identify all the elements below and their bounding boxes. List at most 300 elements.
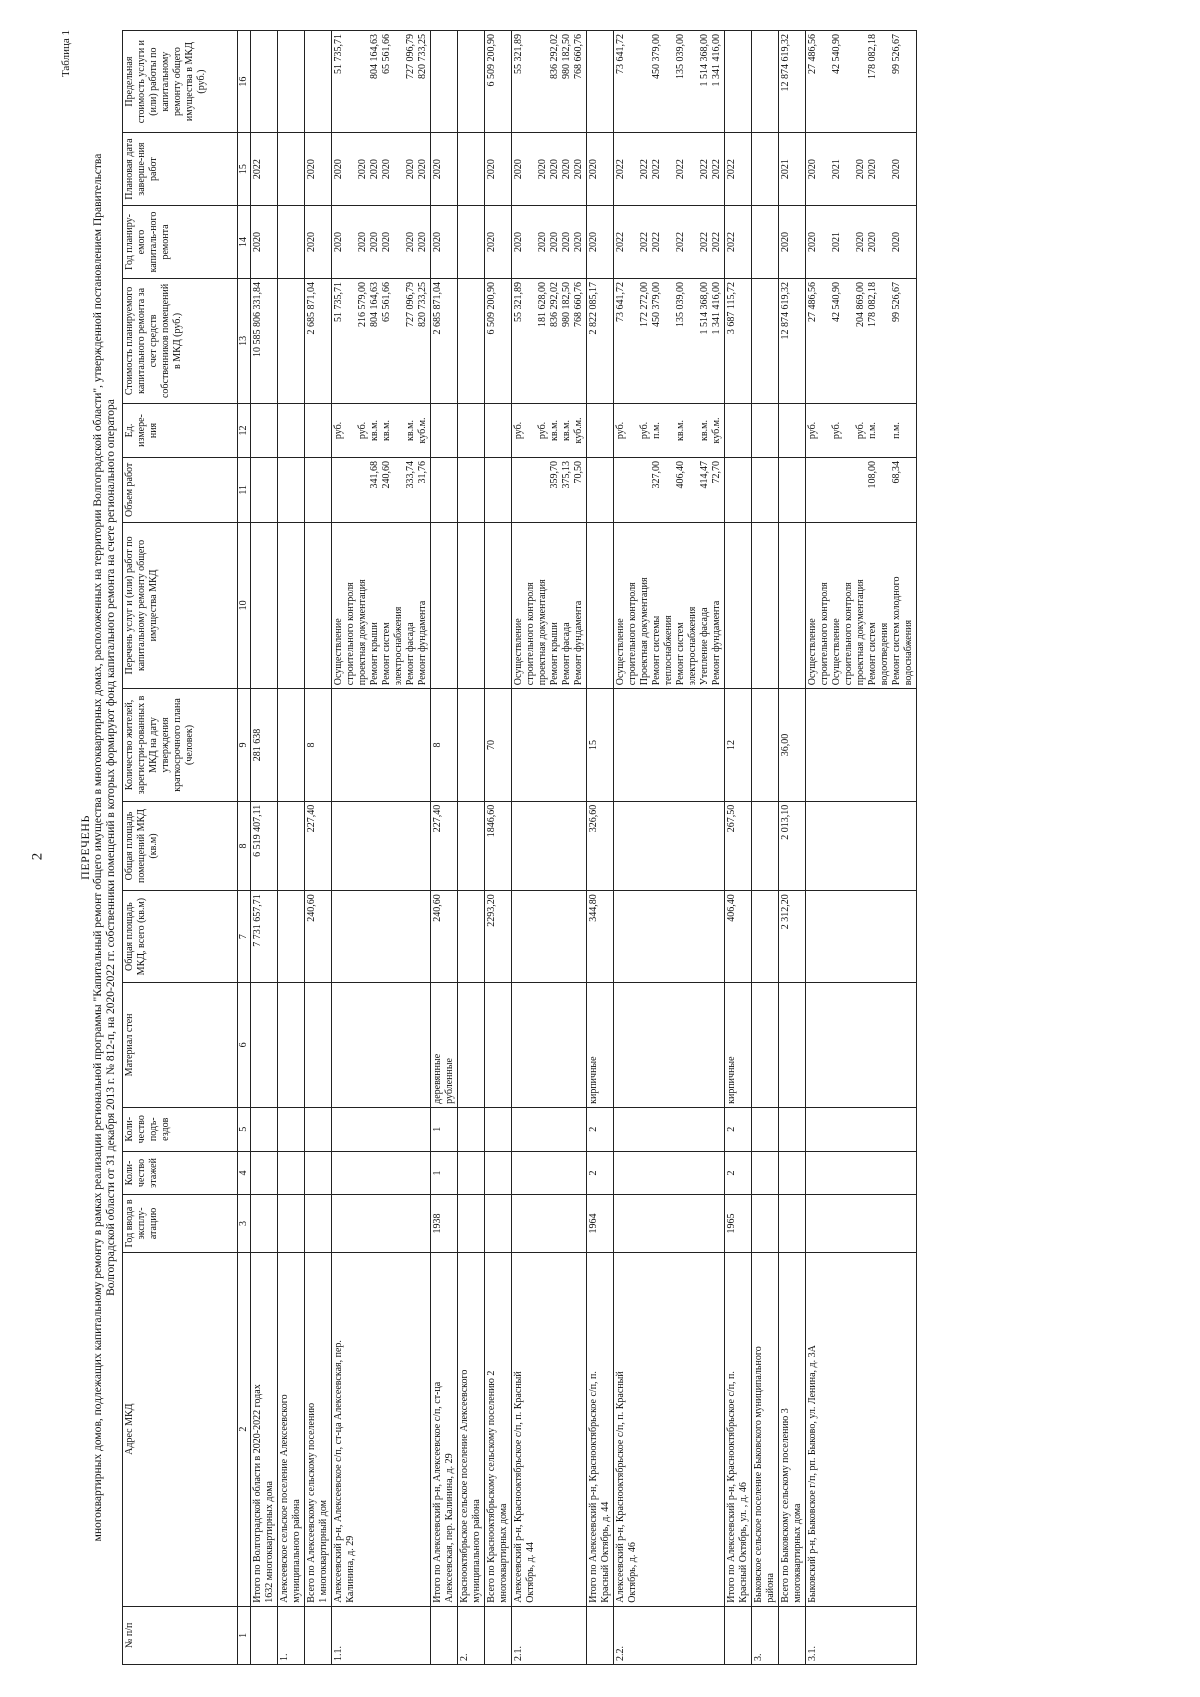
cell-line <box>615 692 627 797</box>
cell-line: 2020 <box>867 232 878 252</box>
cell-line: 1. <box>279 1653 290 1661</box>
table-cell-col-2 <box>752 1252 779 1606</box>
column-header-7: Общая площадь МКД, всего (кв.м) <box>123 891 238 983</box>
table-cell-col-11 <box>431 458 458 523</box>
cell-line: 2021 <box>780 159 791 180</box>
cell-line <box>486 461 498 519</box>
cell-line: 2020 <box>432 232 443 252</box>
cell-line: 2022 <box>726 232 737 252</box>
table-cell-col-9 <box>251 689 278 801</box>
cell-line <box>393 461 405 519</box>
cell-line: 2022 <box>699 159 710 180</box>
cell-line: 450 379,00 <box>651 281 662 327</box>
table-cell-col-10 <box>752 522 779 689</box>
cell-line: 2020 <box>855 232 866 252</box>
cell-line <box>780 526 792 686</box>
cell-line: Осуществление <box>513 618 524 686</box>
cell-line: 12 <box>726 739 737 750</box>
cell-line <box>333 894 345 979</box>
table-row <box>725 31 752 1665</box>
cell-line: 172 272,00 <box>639 281 650 327</box>
cell-line <box>306 526 318 686</box>
cell-line: 2.1. <box>513 1646 524 1661</box>
cell-line <box>843 34 855 129</box>
cell-line: 333,74 <box>405 461 416 489</box>
table-cell-col-1 <box>485 1606 512 1664</box>
column-number-2: 2 <box>238 1252 251 1606</box>
table-cell-col-13 <box>305 278 332 403</box>
cell-line: 240,60 <box>306 894 317 922</box>
table-row <box>305 31 332 1665</box>
cell-line: 27 486,56 <box>807 281 818 322</box>
cell-line <box>588 407 600 454</box>
cell-line <box>459 209 471 275</box>
table-cell-col-6 <box>806 982 917 1107</box>
table-cell-col-3 <box>251 1195 278 1252</box>
cell-line: Осуществление <box>807 618 818 686</box>
cell-line <box>615 1198 627 1248</box>
column-header-row <box>123 31 238 1665</box>
cell-line: 10 585 806 331,84 <box>252 281 263 357</box>
table-cell-col-10 <box>485 522 512 689</box>
table-cell-col-12 <box>485 403 512 457</box>
cell-line <box>726 34 738 129</box>
cell-line <box>513 1198 525 1248</box>
table-cell-col-1 <box>779 1606 806 1664</box>
cell-line <box>252 1198 264 1248</box>
cell-line: 1846,60 <box>486 804 497 838</box>
table-label: Таблица 1 <box>60 30 72 78</box>
cell-line: 27 486,56 <box>807 34 818 74</box>
cell-line: руб. <box>537 421 548 440</box>
column-number-10: 10 <box>238 522 251 689</box>
table-cell-col-9 <box>278 689 305 801</box>
cell-line: руб. <box>807 421 818 440</box>
cell-line <box>615 1155 627 1192</box>
cell-line: руб. <box>831 421 842 440</box>
cell-line: 1 <box>432 1126 443 1132</box>
cell-line: 55 321,89 <box>513 281 524 322</box>
table-cell-col-5 <box>587 1107 614 1151</box>
cell-line: 70 <box>486 739 497 750</box>
table-cell-col-15 <box>725 133 752 206</box>
table-cell-col-9 <box>725 689 752 801</box>
cell-line: кв.м. <box>381 420 392 441</box>
table-cell-col-13 <box>458 278 485 403</box>
cell-line <box>819 34 831 129</box>
cell-line <box>393 34 405 129</box>
cell-line: 2020 <box>513 232 524 252</box>
table-cell-col-11 <box>458 458 485 523</box>
cell-line: п.м. <box>891 422 902 439</box>
table-cell-col-16 <box>725 31 752 133</box>
cell-line: 1 341 416,00 <box>711 34 722 87</box>
table-cell-col-3 <box>512 1195 587 1252</box>
cell-line <box>306 986 318 1104</box>
cell-line <box>753 1198 765 1248</box>
cell-line <box>279 461 291 519</box>
table-cell-col-4 <box>614 1151 725 1195</box>
cell-line: Ремонт системы <box>651 615 662 686</box>
cell-line <box>279 136 291 202</box>
table-cell-col-7 <box>431 891 458 983</box>
document-subtitle-line-1: многоквартирных домов, подлежащих капитальному ремонту в рамках реализации региональной программы "Капитальный ремонт общего имущества в многоквартирных домах, расположенных на территории Волгоградской области", утвержденной постановлением Правительства <box>92 153 104 1542</box>
table-cell-col-10 <box>512 522 587 689</box>
cell-line: Алексеевский р-н, Краснооктябрьское с/п, п. Красный <box>615 1371 626 1603</box>
cell-line <box>345 282 357 400</box>
cell-line: 178 082,18 <box>867 281 878 327</box>
cell-line <box>615 894 627 979</box>
cell-line: 327,00 <box>651 461 662 489</box>
cell-line: 204 869,00 <box>855 281 866 327</box>
cell-line <box>279 282 291 400</box>
cell-line: 2020 <box>549 232 560 252</box>
cell-line: 2022 <box>615 232 626 252</box>
table-cell-col-7 <box>278 891 305 983</box>
cell-line: кв.м. <box>405 420 416 441</box>
table-cell-col-16 <box>485 31 512 133</box>
cell-line: 2 312,20 <box>780 894 791 930</box>
cell-line: Октябрь, д. 46 <box>627 1542 638 1603</box>
cell-line <box>537 461 549 519</box>
table-cell-col-11 <box>587 458 614 523</box>
cell-line: Итого по Алексеевский р-н, Алексеевское с/п, ст-ца <box>432 1381 443 1603</box>
cell-line <box>855 34 867 129</box>
cell-line <box>663 282 675 400</box>
cell-line <box>459 1198 471 1248</box>
cell-line: многоквартирных дома <box>498 1503 509 1603</box>
cell-line: Красный Октябрь, д. 44 <box>600 1501 611 1603</box>
cell-line: деревянные <box>432 1053 443 1104</box>
cell-line <box>879 282 891 400</box>
table-cell-col-4 <box>485 1151 512 1195</box>
cell-line: 3. <box>753 1653 764 1661</box>
cell-line <box>279 209 291 275</box>
cell-line: 1938 <box>432 1213 443 1234</box>
cell-line <box>615 805 627 888</box>
cell-line: Краснооктябрьское сельское поселение Алексеевского <box>459 1369 470 1603</box>
table-row <box>485 31 512 1665</box>
cell-line: 227,40 <box>306 804 317 833</box>
cell-line <box>525 34 537 129</box>
cell-line: кв.м. <box>561 420 572 441</box>
table-cell-col-11 <box>614 458 725 523</box>
table-cell-col-16 <box>512 31 587 133</box>
cell-line: 31,76 <box>417 461 428 484</box>
cell-line: Ремонт фундамента <box>417 600 428 686</box>
cell-line <box>819 136 831 202</box>
cell-line <box>903 34 915 129</box>
table-cell-col-16 <box>806 31 917 133</box>
cell-line <box>687 136 699 202</box>
cell-line: 2 822 085,17 <box>588 281 599 335</box>
column-number-15: 15 <box>238 133 251 206</box>
cell-line: 8 <box>306 742 317 748</box>
cell-line <box>879 34 891 129</box>
cell-line <box>753 407 765 454</box>
cell-line: 65 561,66 <box>381 281 392 322</box>
cell-line: 2020 <box>588 159 599 180</box>
table-cell-col-13 <box>278 278 305 403</box>
cell-line <box>306 1155 318 1192</box>
table-row <box>458 31 485 1665</box>
cell-line: 359,70 <box>549 461 560 489</box>
table-cell-col-6 <box>278 982 305 1107</box>
cell-line: 99 526,67 <box>891 34 902 74</box>
cell-line <box>252 526 264 686</box>
table-cell-col-12 <box>512 403 587 457</box>
cell-line <box>753 986 765 1104</box>
table-cell-col-6 <box>587 982 614 1107</box>
cell-line <box>753 34 765 129</box>
table-cell-col-1 <box>332 1606 431 1664</box>
cell-line: 2020 <box>357 232 368 252</box>
table-cell-col-15 <box>587 133 614 206</box>
cell-line: 836 292,02 <box>549 34 560 79</box>
table-cell-col-4 <box>305 1151 332 1195</box>
table-cell-col-5 <box>725 1107 752 1151</box>
table-cell-col-8 <box>332 801 431 891</box>
table-cell-col-2 <box>458 1252 485 1606</box>
table-cell-col-16 <box>251 31 278 133</box>
table-cell-col-7 <box>512 891 587 983</box>
cell-line: 414,47 <box>699 461 710 489</box>
cell-line: 2020 <box>417 232 428 252</box>
cell-line: 2.2. <box>615 1646 626 1661</box>
cell-line: 7 731 657,71 <box>252 894 263 947</box>
table-cell-col-14 <box>251 206 278 279</box>
cell-line: 2022 <box>639 159 650 180</box>
column-header-13: Стоимость планируемого капитального ремонта за счет средств собственников помещений в МКД (руб.) <box>123 278 238 403</box>
table-cell-col-1 <box>587 1606 614 1664</box>
table-cell-col-5 <box>458 1107 485 1151</box>
table-cell-col-4 <box>806 1151 917 1195</box>
table-cell-col-15 <box>251 133 278 206</box>
cell-line <box>459 461 471 519</box>
table-cell-col-7 <box>332 891 431 983</box>
cell-line <box>843 136 855 202</box>
table-cell-col-2 <box>614 1252 725 1606</box>
table-cell-col-3 <box>614 1195 725 1252</box>
cell-line <box>843 461 855 519</box>
cell-line <box>459 1155 471 1192</box>
table-cell-col-12 <box>752 403 779 457</box>
cell-line: строительного контроля <box>525 582 536 686</box>
table-cell-col-15 <box>305 133 332 206</box>
cell-line: Утепление фасада <box>699 607 710 686</box>
cell-line: руб. <box>639 421 650 440</box>
cell-line <box>459 136 471 202</box>
table-cell-col-4 <box>332 1151 431 1195</box>
cell-line <box>333 461 345 519</box>
cell-line <box>357 34 369 129</box>
cell-line: 51 735,71 <box>333 281 344 322</box>
cell-line <box>486 1155 498 1192</box>
cell-line: Осуществление <box>831 618 842 686</box>
table-cell-col-8 <box>458 801 485 891</box>
table-cell-col-13 <box>485 278 512 403</box>
table-row <box>512 31 587 1665</box>
column-number-4: 4 <box>238 1151 251 1195</box>
cell-line: 2022 <box>651 232 662 252</box>
cell-line <box>306 1111 318 1148</box>
cell-line <box>459 692 471 797</box>
cell-line: Ремонт фасада <box>561 622 572 686</box>
cell-line: 2022 <box>675 159 686 180</box>
column-header-11: Объем работ <box>123 458 238 523</box>
cell-line <box>627 136 639 202</box>
cell-line: 804 164,63 <box>369 34 380 79</box>
table-cell-col-2 <box>305 1252 332 1606</box>
cell-line: 135 039,00 <box>675 281 686 327</box>
table-cell-col-6 <box>614 982 725 1107</box>
cell-line: 406,40 <box>675 461 686 489</box>
cell-line: строительного контроля <box>627 582 638 686</box>
table-cell-col-15 <box>779 133 806 206</box>
table-cell-col-7 <box>587 891 614 983</box>
cell-line: 980 182,50 <box>561 281 572 327</box>
cell-line: 2020 <box>807 232 818 252</box>
cell-line <box>333 1198 345 1248</box>
document-title: ПЕРЕЧЕНЬ <box>78 815 92 880</box>
column-header-15: Плановая дата заверше-ния работ <box>123 133 238 206</box>
cell-line: 2020 <box>417 159 428 180</box>
cell-line <box>459 34 471 129</box>
cell-line: Ремонт систем холодного <box>891 576 902 686</box>
cell-line <box>819 407 831 454</box>
cell-line: муниципального района <box>291 1499 302 1603</box>
cell-line <box>279 407 291 454</box>
table-cell-col-13 <box>251 278 278 403</box>
cell-line: 406,40 <box>726 894 737 922</box>
cell-line <box>726 461 738 519</box>
cell-line: строительного контроля <box>819 582 830 686</box>
cell-line: 227,40 <box>432 804 443 833</box>
table-cell-col-4 <box>752 1151 779 1195</box>
table-cell-col-1 <box>251 1606 278 1664</box>
cell-line: 820 733,25 <box>417 34 428 79</box>
cell-line: 2022 <box>639 232 650 252</box>
cell-line <box>879 136 891 202</box>
cell-line <box>753 461 765 519</box>
table-cell-col-16 <box>431 31 458 133</box>
table-cell-col-7 <box>752 891 779 983</box>
cell-line: 727 096,79 <box>405 281 416 327</box>
cell-line <box>486 526 498 686</box>
cell-line <box>513 894 525 979</box>
column-number-14: 14 <box>238 206 251 279</box>
column-number-11: 11 <box>238 458 251 523</box>
cell-line <box>627 407 639 454</box>
cell-line <box>486 1111 498 1148</box>
cell-line <box>279 1198 291 1248</box>
cell-line: 2020 <box>405 232 416 252</box>
cell-line: муниципального района <box>471 1499 482 1603</box>
cell-line: 2020 <box>807 159 818 180</box>
table-cell-col-13 <box>752 278 779 403</box>
cell-line: проектная документация <box>537 579 548 686</box>
cell-line <box>525 136 537 202</box>
table-cell-col-13 <box>512 278 587 403</box>
cell-line: 216 579,00 <box>357 281 368 327</box>
table-cell-col-9 <box>779 689 806 801</box>
cell-line <box>252 1155 264 1192</box>
cell-line <box>513 461 525 519</box>
cell-line: 450 379,00 <box>651 34 662 79</box>
table-cell-col-5 <box>485 1107 512 1151</box>
cell-line <box>726 1610 738 1661</box>
table-cell-col-14 <box>458 206 485 279</box>
cell-line <box>903 282 915 400</box>
cell-line: 326,60 <box>588 804 599 833</box>
cell-line: 1 514 368,00 <box>699 281 710 335</box>
cell-line <box>393 136 405 202</box>
cell-line: 1 514 368,00 <box>699 34 710 87</box>
table-cell-col-6 <box>332 982 431 1107</box>
table-cell-col-2 <box>431 1252 458 1606</box>
cell-line <box>780 1198 792 1248</box>
cell-line: 12 874 619,32 <box>780 34 791 92</box>
table-cell-col-16 <box>752 31 779 133</box>
table-cell-col-5 <box>332 1107 431 1151</box>
cell-line <box>588 1610 600 1661</box>
cell-line <box>306 461 318 519</box>
cell-line: куб.м. <box>573 417 584 444</box>
cell-line: 178 082,18 <box>867 34 878 79</box>
cell-line <box>663 407 675 454</box>
cell-line <box>726 407 738 454</box>
column-number-5: 5 <box>238 1107 251 1151</box>
cell-line <box>627 282 639 400</box>
cell-line <box>252 461 264 519</box>
column-header-4: Коли-чество этажей <box>123 1151 238 1195</box>
table-cell-col-5 <box>305 1107 332 1151</box>
cell-line <box>252 407 264 454</box>
table-cell-col-8 <box>614 801 725 891</box>
cell-line <box>903 136 915 202</box>
table-cell-col-11 <box>485 458 512 523</box>
cell-line <box>807 1198 819 1248</box>
cell-line: 2022 <box>711 159 722 180</box>
table-cell-col-8 <box>431 801 458 891</box>
cell-line: 1632 многоквартирных дома <box>264 1481 275 1603</box>
cell-line: Алексеевская, пер. Калинина, д. 29 <box>444 1453 455 1603</box>
cell-line <box>459 986 471 1104</box>
cell-line: 768 660,76 <box>573 34 584 79</box>
cell-line <box>459 1111 471 1148</box>
cell-line: 12 874 619,32 <box>780 281 791 340</box>
column-number-row <box>238 31 251 1665</box>
cell-line <box>753 282 765 400</box>
cell-line: Осуществление <box>615 618 626 686</box>
table-cell-col-4 <box>431 1151 458 1195</box>
cell-line: 73 641,72 <box>615 281 626 322</box>
table-cell-col-11 <box>332 458 431 523</box>
table-cell-col-12 <box>779 403 806 457</box>
cell-line: 2020 <box>891 159 902 180</box>
cell-line <box>780 1155 792 1192</box>
table-cell-col-6 <box>485 982 512 1107</box>
cell-line: 2. <box>459 1653 470 1661</box>
cell-line: 2020 <box>381 159 392 180</box>
table-cell-col-9 <box>431 689 458 801</box>
table-cell-col-3 <box>332 1195 431 1252</box>
table-cell-col-5 <box>779 1107 806 1151</box>
table-cell-col-15 <box>431 133 458 206</box>
table-cell-col-3 <box>305 1195 332 1252</box>
table-cell-col-15 <box>485 133 512 206</box>
table-cell-col-2 <box>485 1252 512 1606</box>
